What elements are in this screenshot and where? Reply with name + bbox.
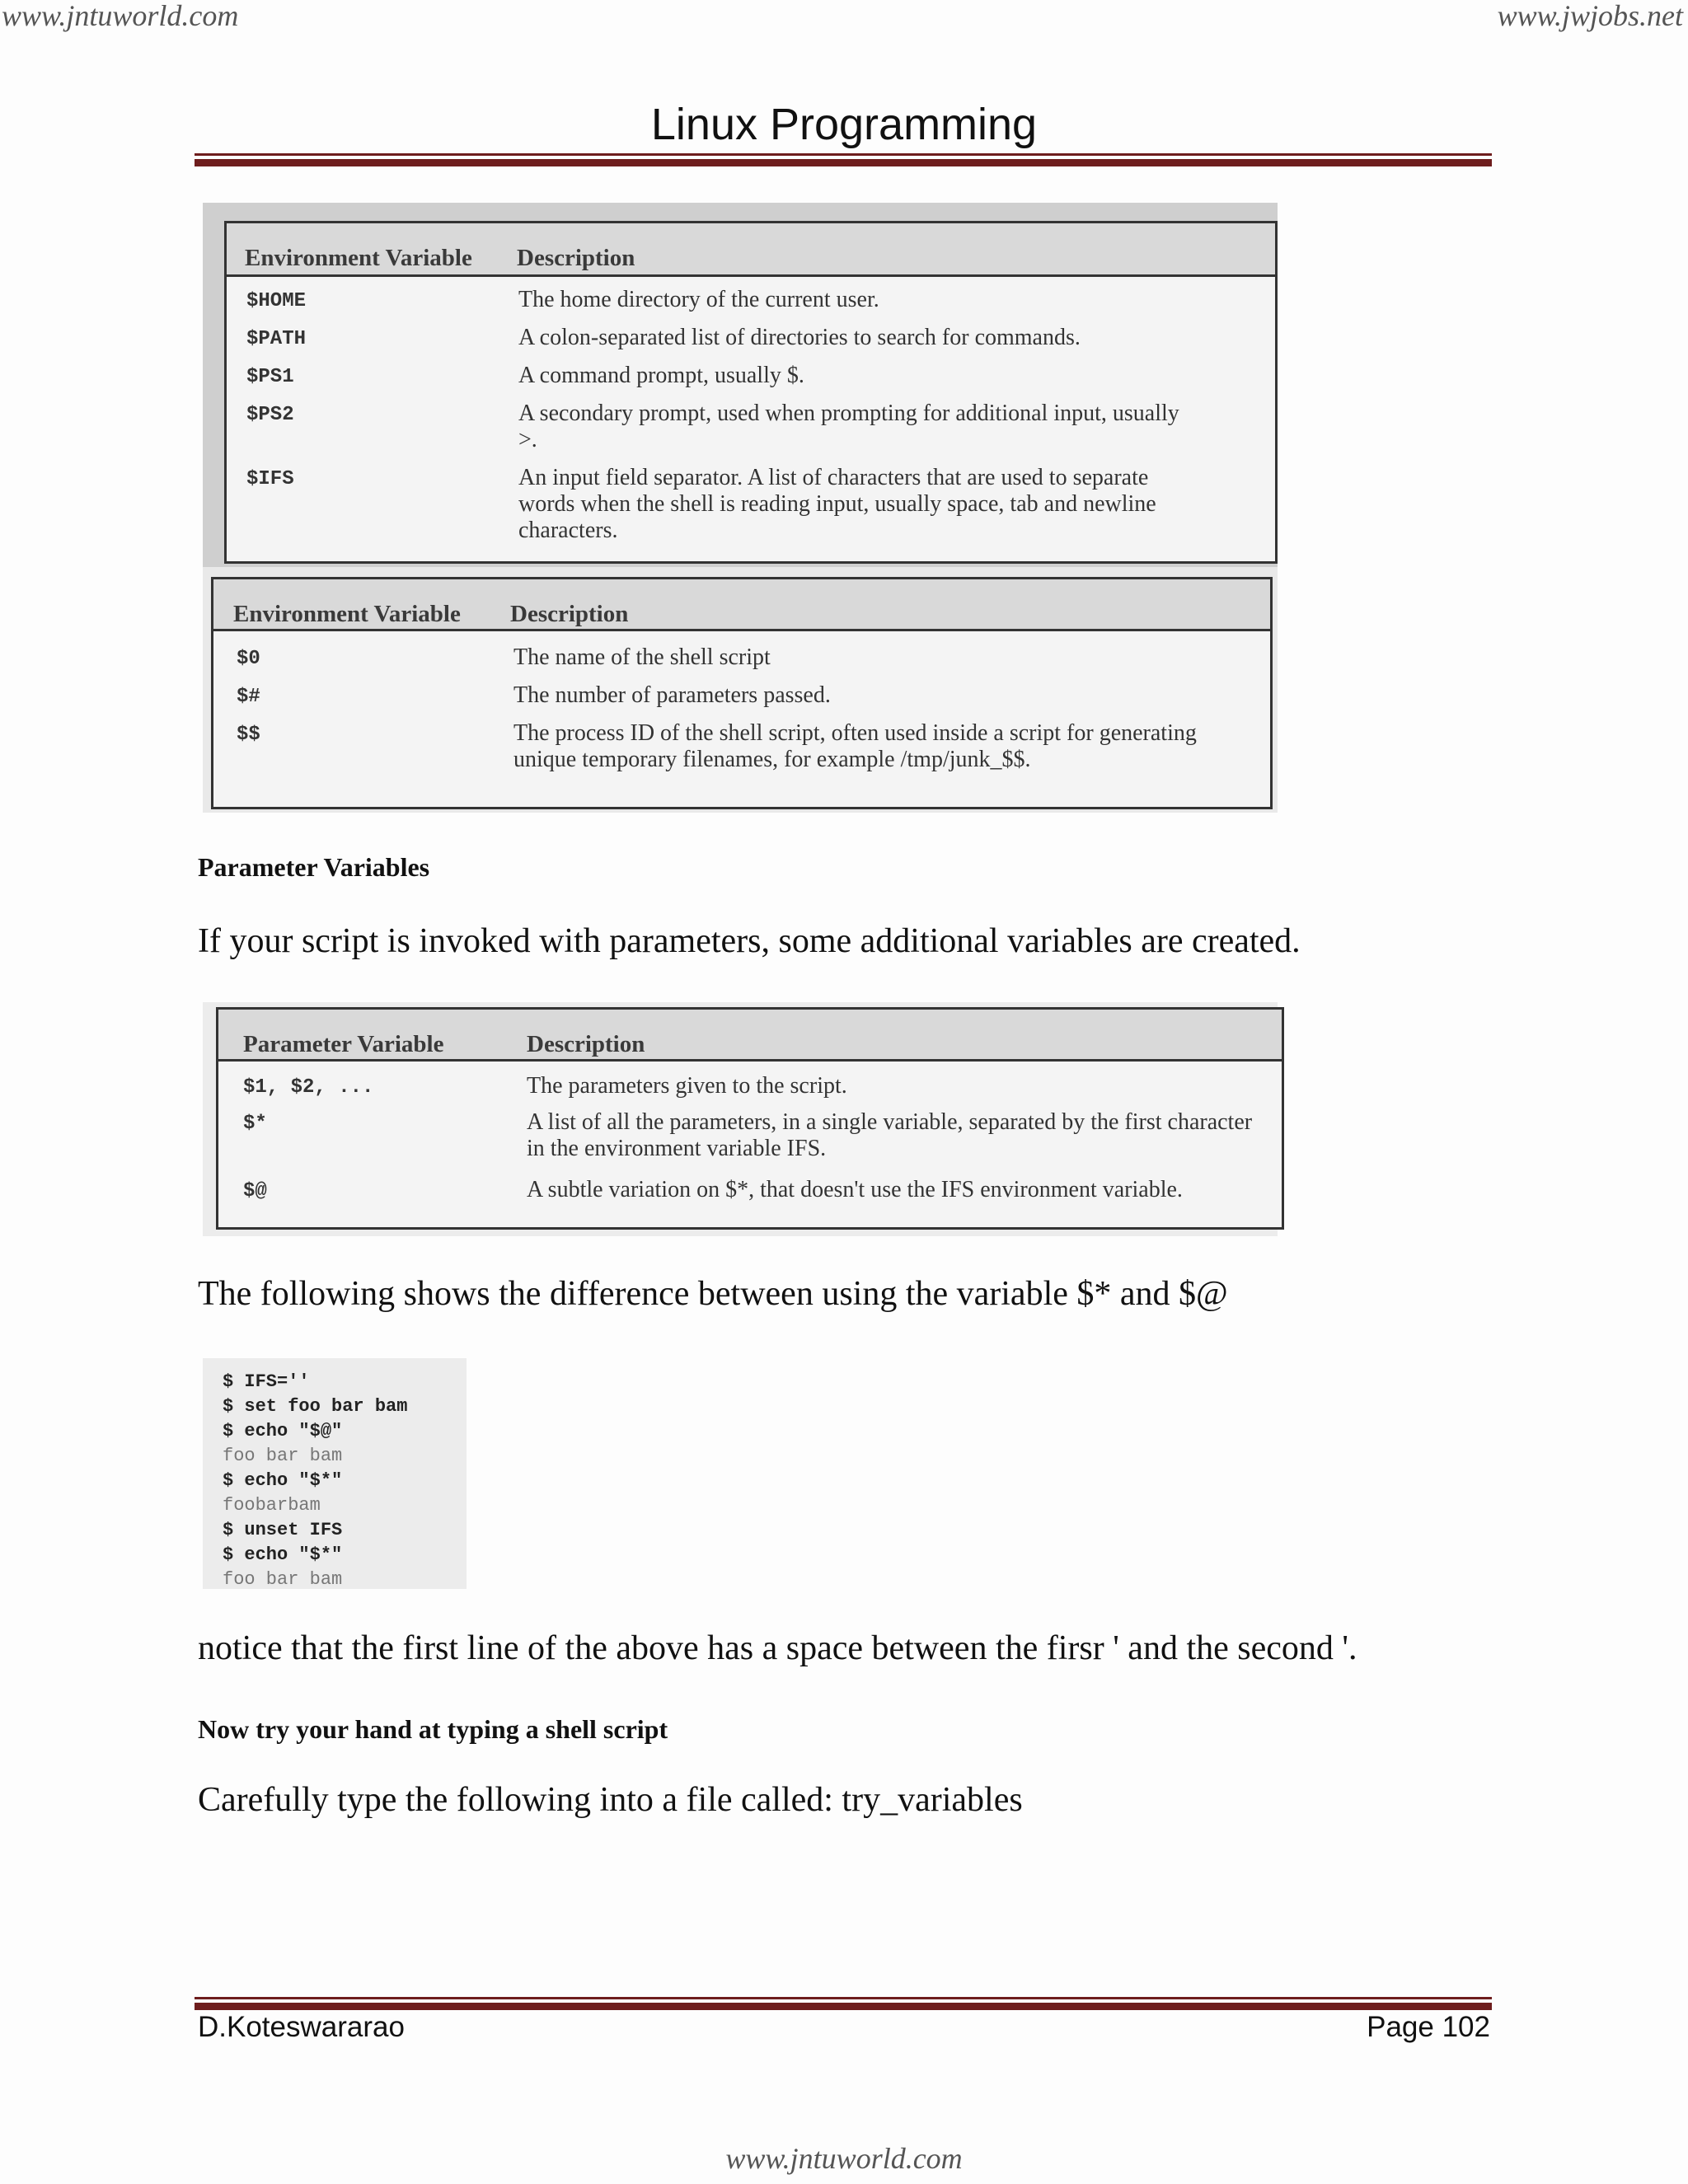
variable-cell: $@ (243, 1180, 267, 1202)
table-row (218, 1177, 1282, 1213)
page-title: Linux Programming (650, 100, 1038, 149)
env-variable-table-1 (224, 221, 1278, 564)
code-line: $ set foo bar bam (223, 1396, 408, 1417)
header-cell: Environment Variable (233, 601, 461, 627)
code-line: $ echo "$@" (223, 1421, 343, 1441)
table-row (227, 363, 1275, 401)
description-cell: The parameters given to the script. (527, 1073, 847, 1099)
table-row (227, 325, 1275, 363)
description-cell: A colon-separated list of directories to search for commands. (518, 325, 1081, 350)
code-sample (203, 1358, 467, 1589)
header-cell: Parameter Variable (243, 1031, 444, 1057)
table-header (213, 579, 1270, 631)
code-line: foo bar bam (223, 1446, 343, 1466)
variable-cell: $PATH (246, 328, 307, 350)
description-cell: A secondary prompt, used when prompting for additional input, usually >. (518, 401, 1179, 453)
variable-cell: $PS2 (246, 404, 294, 426)
table-header (218, 1010, 1282, 1062)
table-row (227, 465, 1275, 555)
code-line: foobarbam (223, 1495, 321, 1516)
code-line: $ echo "$*" (223, 1544, 343, 1565)
description-cell: An input field separator. A list of characters that are used to separate words when the shell is reading input, usually space, tab and newline characters. (518, 465, 1156, 544)
watermark-top-left: www.jntuworld.com (2, 0, 239, 32)
footer-author: D.Koteswararao (198, 2011, 405, 2043)
header-cell: Description (527, 1031, 645, 1057)
footer-page-number: Page 102 (1367, 2011, 1490, 2043)
header-cell: Environment Variable (245, 245, 472, 271)
description-cell: A command prompt, usually $. (518, 363, 804, 388)
table-row (227, 401, 1275, 465)
table-header (227, 223, 1275, 277)
watermark-bottom: www.jntuworld.com (725, 2142, 963, 2175)
notice-paragraph: notice that the first line of the above has a space between the firsr ' and the second '. (198, 1629, 1357, 1667)
variable-cell: $# (237, 686, 260, 708)
table-row (218, 1073, 1282, 1109)
variable-cell: $IFS (246, 468, 294, 490)
footer-rule (195, 1997, 1492, 2010)
description-cell: The home directory of the current user. (518, 287, 879, 312)
variable-cell: $PS1 (246, 366, 294, 388)
variable-cell: $$ (237, 724, 260, 746)
env-variable-table-2 (211, 577, 1273, 809)
description-cell: A list of all the parameters, in a single variable, separated by the first character in the environment variable IFS. (527, 1109, 1253, 1162)
description-cell: A subtle variation on $*, that doesn't use the IFS environment variable. (527, 1177, 1183, 1202)
description-cell: The name of the shell script (513, 644, 771, 670)
description-cell: The process ID of the shell script, often used inside a script for generating unique temporary filenames, for example /tmp/junk_$$. (513, 720, 1197, 773)
code-line: $ IFS='' (223, 1371, 310, 1392)
table-row (213, 644, 1270, 682)
variable-cell: $* (243, 1113, 267, 1135)
parameter-intro-paragraph: If your script is invoked with parameters, some additional variables are created. (198, 922, 1301, 960)
header-cell: Description (510, 601, 629, 627)
section-heading-try-script: Now try your hand at typing a shell script (198, 1714, 668, 1744)
table-row (218, 1109, 1282, 1177)
watermark-top-right: www.jwjobs.net (1497, 0, 1683, 32)
try-variables-paragraph: Carefully type the following into a file called: try_variables (198, 1781, 1023, 1819)
code-line: foo bar bam (223, 1569, 343, 1590)
description-cell: The number of parameters passed. (513, 682, 831, 708)
header-rule (195, 153, 1492, 166)
variable-cell: $0 (237, 648, 260, 670)
table-row (213, 682, 1270, 720)
table-row (213, 720, 1270, 786)
section-heading-parameter-variables: Parameter Variables (198, 852, 430, 882)
variable-cell: $1, $2, ... (243, 1076, 374, 1099)
code-line: $ echo "$*" (223, 1470, 343, 1491)
variable-cell: $HOME (246, 290, 307, 312)
difference-paragraph: The following shows the difference between using the variable $* and $@ (198, 1275, 1228, 1313)
code-line: $ unset IFS (223, 1520, 343, 1540)
header-cell: Description (517, 245, 635, 271)
table-row (227, 287, 1275, 325)
parameter-variable-table (216, 1007, 1284, 1230)
